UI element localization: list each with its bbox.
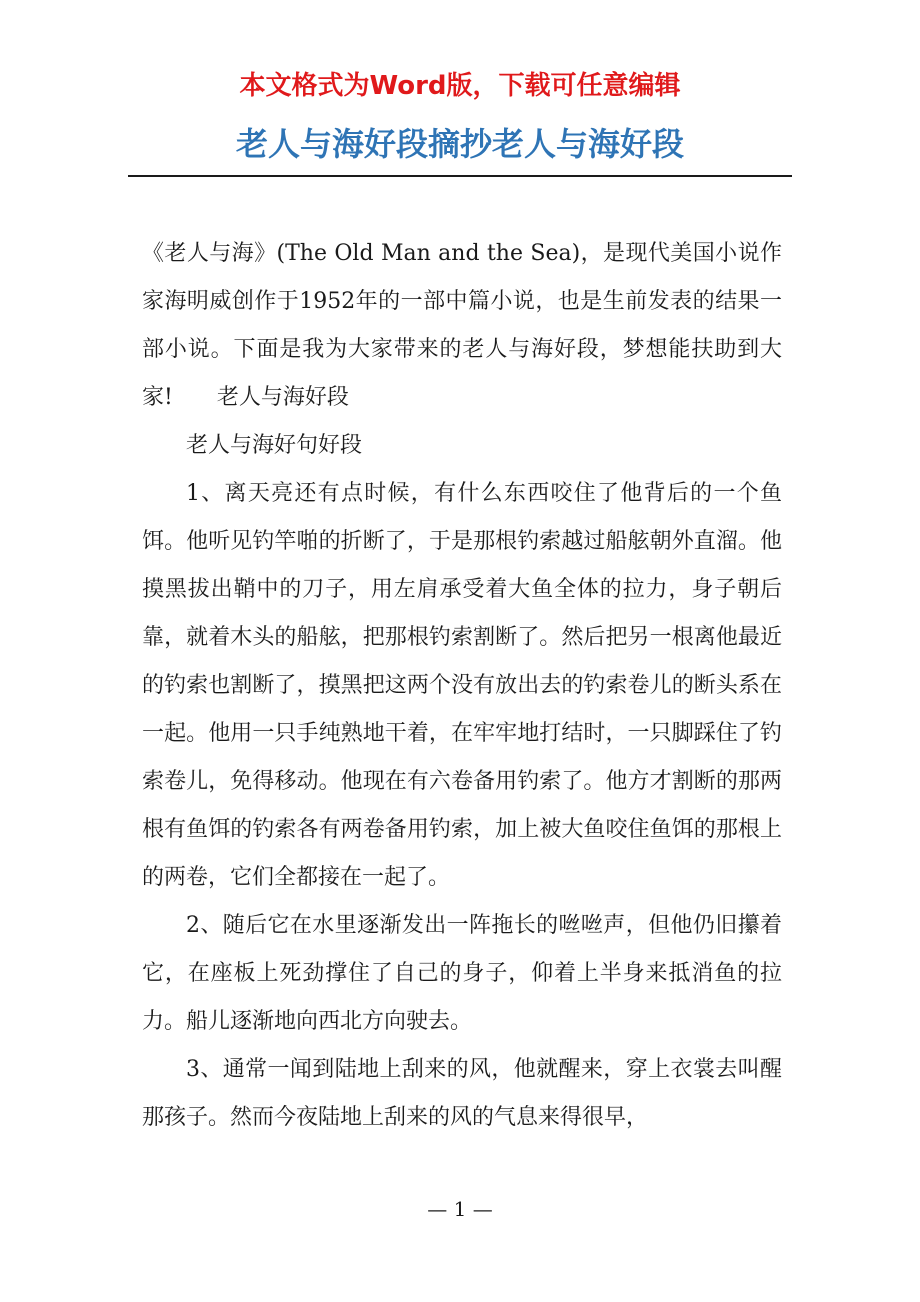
excerpt-paragraph-3: 3、通常一闻到陆地上刮来的风，他就醒来，穿上衣裳去叫醒那孩子。然而今夜陆地上刮来的风的气息来得很早， [142,1057,782,1130]
intro-paragraph [142,230,782,422]
excerpt-paragraph-2: 2、随后它在水里逐渐发出一阵拖长的咝咝声，但他仍旧攥着它，在座板上死劲撑住了自己的身子，仰着上半身来抵消鱼的拉力。船儿逐渐地向西北方向驶去。 [142,913,782,1034]
intro-heading: 老人与海好段 [216,385,349,410]
page-number: — 1 — [427,1197,493,1221]
section-subheading: 老人与海好句好段 [186,433,363,458]
title-divider [128,175,792,177]
document-body [142,230,782,1142]
format-banner: 本文格式为Word版，下载可任意编辑 [239,71,681,101]
excerpt-paragraph-1: 1、离天亮还有点时候，有什么东西咬住了他背后的一个鱼饵。他听见钓竿啪的折断了，于是那根钓索越过船舷朝外直溜。他摸黑拔出鞘中的刀子，用左肩承受着大鱼全体的拉力，身子朝后靠，就着木头的船舷，把那根钓索割断了。然后把另一根离他最近的钓索也割断了，摸黑把这两个没有放出去的钓索卷儿的断头系在一起。他用一只手纯熟地干着，在牢牢地打结时，一只脚踩住了钓索卷儿，免得移动。他现在有六卷备用钓索了。他方才割断的那两根有鱼饵的钓索各有两卷备用钓索，加上被大鱼咬住鱼饵的那根上的两卷，它们全都接在一起了。 [142,481,782,890]
document-title: 老人与海好段摘抄老人与海好段 [235,125,684,163]
intro-text: 《老人与海》(The Old Man and the Sea)，是现代美国小说作家海明威创作于1952年的一部中篇小说，也是生前发表的结果一部小说。下面是我为大家带来的老人与海好段，梦想能扶助到大家! [142,241,782,410]
